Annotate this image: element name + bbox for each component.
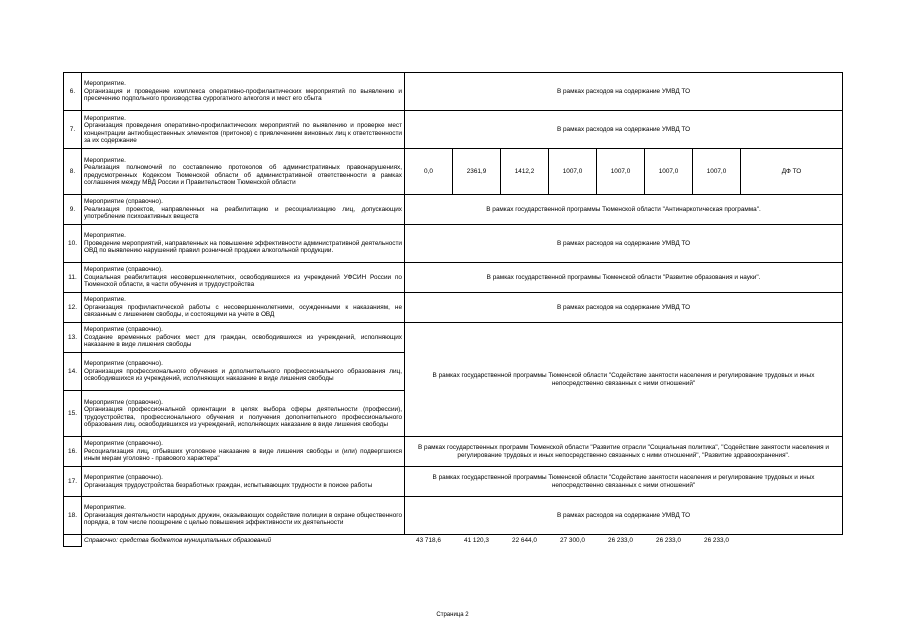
reference-value: 22 644,0 xyxy=(512,537,537,545)
reference-value: 27 300,0 xyxy=(560,537,585,545)
reference-label: Справочно: средства бюджетов муниципальных образований xyxy=(84,537,272,545)
merged-cell: В рамках расходов на содержание УМВД ТО xyxy=(405,497,843,535)
row-number: 6. xyxy=(64,73,82,111)
row-description xyxy=(82,391,405,437)
value-cell: 1007,0 xyxy=(549,149,597,195)
description-line: Мероприятие (справочно). xyxy=(84,266,163,274)
merged-cell: В рамках государственной программы Тюменской области "Развитие образования и науки". xyxy=(405,263,843,293)
row-number: 12. xyxy=(64,293,82,323)
reference-value: 41 120,3 xyxy=(464,537,489,545)
description-line: Организация профессионального обучения и дополнительного профессионального образования лиц, освободившихся из учреждений, исполняющих наказание в виде лишения свободы xyxy=(84,367,402,383)
value-cell: 1007,0 xyxy=(597,149,645,195)
row-number: 17. xyxy=(64,467,82,497)
description-line: Мероприятие (справочно). xyxy=(84,398,163,406)
description-line: Мероприятие. xyxy=(84,80,126,88)
description-line: Мероприятие (справочно). xyxy=(84,360,163,368)
row-description xyxy=(82,225,405,263)
row-description xyxy=(82,323,405,353)
description-line: Мероприятие (справочно). xyxy=(84,440,163,448)
value-cell: 0,0 xyxy=(405,149,453,195)
row-description xyxy=(82,149,405,195)
description-line: Социальная реабилитация несовершеннолетних, освободившихся из учреждений УФСИН России по Тюменской области, в части обучения и трудоустройства xyxy=(84,273,402,289)
table-row xyxy=(64,225,843,263)
description-line: Мероприятие. xyxy=(84,114,126,122)
table-row xyxy=(64,293,843,323)
description-line: Реализация полномочий по составлению протоколов об административных правонарушениях, предусмотренных Кодексом Тюменской области об административной ответственности в рамках соглашения между МВД России и Правительством Тюменской области xyxy=(84,164,402,186)
row-number: 9. xyxy=(64,195,82,225)
row-description xyxy=(82,353,405,391)
value-cell: ДФ ТО xyxy=(741,149,843,195)
description-line: Мероприятие. xyxy=(84,156,126,164)
table-row xyxy=(64,195,843,225)
merged-cell: В рамках государственных программ Тюменской области "Развитие отрасли "Социальная политика", "Содействие занятости населения и регулирование трудовых и иных непосредственно связанных с ними отношений", "Развитие здравоохранения". xyxy=(405,437,843,467)
row-description xyxy=(82,263,405,293)
description-line: Реализация проектов, направленных на реабилитацию и ресоциализацию лиц, допускающих употребление психоактивных веществ xyxy=(84,205,402,221)
table-row xyxy=(64,467,843,497)
row-number: 7. xyxy=(64,111,82,149)
merged-cell: В рамках расходов на содержание УМВД ТО xyxy=(405,293,843,323)
row-description xyxy=(82,437,405,467)
program-table xyxy=(63,72,843,547)
page-footer: Страница 2 xyxy=(436,612,469,618)
reference-value: 26 233,0 xyxy=(656,537,681,545)
table-row xyxy=(64,263,843,293)
reference-value: 43 718,6 xyxy=(416,537,441,545)
value-cell: 2361,9 xyxy=(453,149,501,195)
merged-cell: В рамках расходов на содержание УМВД ТО xyxy=(405,225,843,263)
reference-row xyxy=(64,535,843,547)
row-description xyxy=(82,467,405,497)
reference-value: 26 233,0 xyxy=(704,537,729,545)
reference-empty xyxy=(741,535,843,547)
row-description xyxy=(82,293,405,323)
merged-cell: В рамках государственной программы Тюменской области "Антинаркотическая программа". xyxy=(405,195,843,225)
row-description xyxy=(82,73,405,111)
value-cell: 1412,2 xyxy=(501,149,549,195)
merged-cell: В рамках государственной программы Тюменской области "Содействие занятости населения и регулирование трудовых и иных непосредственно связанных с ними отношений" xyxy=(405,323,843,437)
description-line: Мероприятие. xyxy=(84,296,126,304)
row-description xyxy=(82,497,405,535)
table-row xyxy=(64,497,843,535)
table-row xyxy=(64,323,843,353)
row-description xyxy=(82,111,405,149)
reference-value: 26 233,0 xyxy=(608,537,633,545)
description-line: Организация и проведение комплекса оперативно-профилактических мероприятий по выявлению и пресечению подпольного производства суррогатного алкоголя и мест его сбыта xyxy=(84,87,402,103)
description-line: Мероприятие. xyxy=(84,232,126,240)
row-number: 13. xyxy=(64,323,82,353)
value-cell: 1007,0 xyxy=(693,149,741,195)
merged-cell: В рамках государственной программы Тюменской области "Содействие занятости населения и регулирование трудовых и иных непосредственно связанных с ними отношений" xyxy=(405,467,843,497)
description-line: Организация профессиональной ориентации в целях выбора сферы деятельности (профессии), трудоустройства, профессионального обучения и получения дополнительного профессионального образования лиц, освободившихся из учреждений, исполняющих наказание в виде лишения свободы xyxy=(84,406,402,428)
row-number: 16. xyxy=(64,437,82,467)
row-number: 18. xyxy=(64,497,82,535)
table-row xyxy=(64,437,843,467)
description-line: Проведение мероприятий, направленных на повышение эффективности административной деятельности ОВД по выявлению нарушений правил розничной продажи алкогольной продукции. xyxy=(84,239,402,255)
table-row xyxy=(64,73,843,111)
description-line: Мероприятие (справочно). xyxy=(84,198,163,206)
description-line: Организация деятельности народных дружин, оказывающих содействие полиции в охране общественного порядка, в том числе поощрение с целью повышения эффективности их деятельности xyxy=(84,511,402,527)
row-number: 14. xyxy=(64,353,82,391)
row-number: 8. xyxy=(64,149,82,195)
description-line: Создание временных рабочих мест для граждан, освободившихся из учреждений, исполняющих наказание в виде лишения свободы xyxy=(84,333,402,349)
row-description xyxy=(82,195,405,225)
description-line: Мероприятие (справочно). xyxy=(84,474,163,482)
merged-cell: В рамках расходов на содержание УМВД ТО xyxy=(405,111,843,149)
description-line: Организация трудоустройства безработных граждан, испытывающих трудности в поиске работы xyxy=(84,481,373,489)
table-row xyxy=(64,149,843,195)
row-number: 15. xyxy=(64,391,82,437)
row-number: 11. xyxy=(64,263,82,293)
row-number: 10. xyxy=(64,225,82,263)
description-line: Мероприятие. xyxy=(84,504,126,512)
value-cell: 1007,0 xyxy=(645,149,693,195)
description-line: Организация профилактической работы с несовершеннолетними, осужденными к наказаниям, не связанным с лишением свободы, и состоящими на учете в ОВД xyxy=(84,303,402,319)
description-line: Мероприятие (справочно). xyxy=(84,326,163,334)
table-row xyxy=(64,111,843,149)
reference-spacer xyxy=(64,535,82,547)
merged-cell: В рамках расходов на содержание УМВД ТО xyxy=(405,73,843,111)
description-line: Ресоциализация лиц, отбывших уголовное наказание в виде лишения свободы и (или) подвергшихся иным мерам уголовно - правового характера" xyxy=(84,447,402,463)
description-line: Организация проведения оперативно-профилактических мероприятий по выявлению и проверке мест концентрации антиобщественных элементов (притонов) с привлечением виновных лиц к ответственности за их содержание xyxy=(84,122,402,144)
